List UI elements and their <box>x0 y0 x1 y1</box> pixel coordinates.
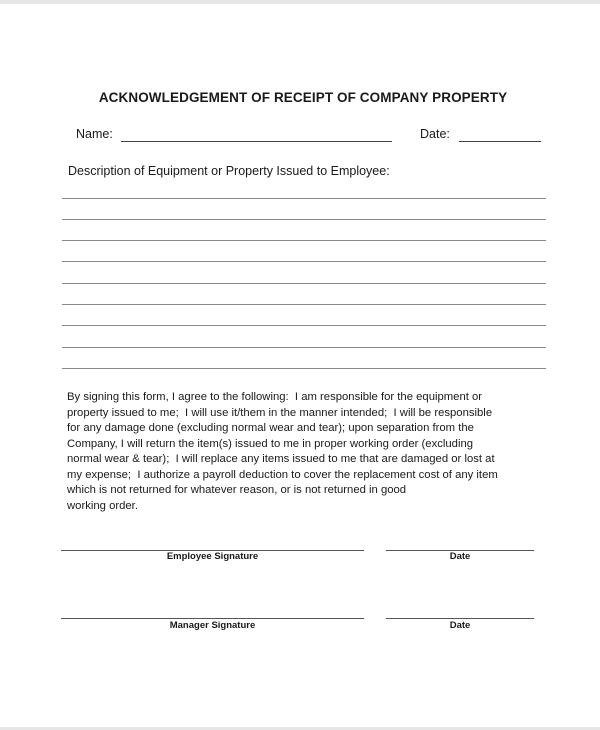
agreement-line: working order. <box>67 499 138 512</box>
description-line[interactable] <box>62 325 546 326</box>
name-label: Name: <box>76 127 113 141</box>
agreement-line: normal wear & tear); I will replace any items issued to me that are damaged or lost at <box>67 453 495 465</box>
page-top-border <box>0 0 600 4</box>
manager-signature-label: Manager Signature <box>169 620 256 631</box>
description-line[interactable] <box>62 368 546 369</box>
date-label: Date: <box>420 127 450 141</box>
manager-date-line[interactable] <box>386 618 534 619</box>
description-line[interactable] <box>62 240 546 241</box>
description-line[interactable] <box>62 304 546 305</box>
description-line[interactable] <box>62 198 546 199</box>
manager-signature-line[interactable] <box>61 618 364 619</box>
description-line[interactable] <box>62 219 546 220</box>
description-line[interactable] <box>62 347 546 348</box>
description-line[interactable] <box>62 261 546 262</box>
employee-signature-label: Employee Signature <box>166 551 259 562</box>
agreement-line: property issued to me; I will use it/them in the manner intended; I will be responsible <box>67 406 493 419</box>
agreement-line: for any damage done (excluding normal wear and tear); upon separation from the <box>67 422 474 434</box>
agreement-line: Company, I will return the item(s) issued to me in proper working order (excluding <box>67 437 474 450</box>
agreement-line: By signing this form, I agree to the following: I am responsible for the equipment or <box>67 391 483 403</box>
name-field-line[interactable] <box>121 141 392 142</box>
description-label: Description of Equipment or Property Issued to Employee: <box>68 164 390 178</box>
agreement-line: my expense; I authorize a payroll deduction to cover the replacement cost of any item <box>67 468 498 481</box>
description-line[interactable] <box>62 283 546 284</box>
agreement-line: which is not returned for whatever reason, or is not returned in good <box>67 484 407 496</box>
form-title: ACKNOWLEDGEMENT OF RECEIPT OF COMPANY PROPERTY <box>98 90 508 105</box>
manager-date-label: Date <box>449 620 471 631</box>
agreement-text <box>67 390 557 514</box>
date-field-line[interactable] <box>459 141 541 142</box>
employee-date-label: Date <box>449 551 471 562</box>
